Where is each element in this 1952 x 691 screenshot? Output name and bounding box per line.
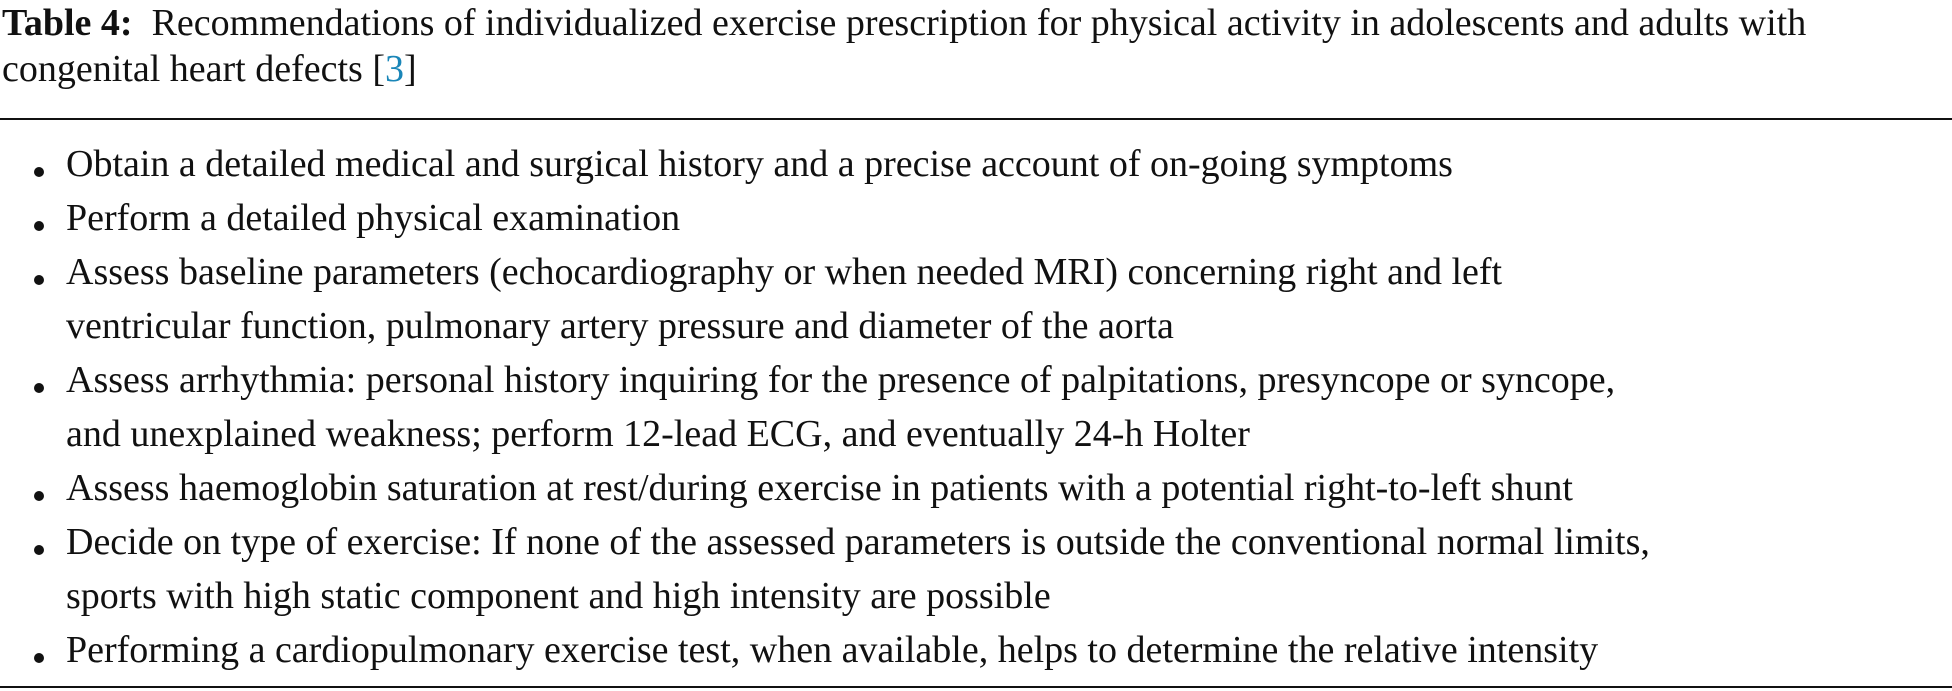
list-item-line: Decide on type of exercise: If none of the assessed parameters is outside the conventional normal limits, xyxy=(66,521,1650,563)
table-caption xyxy=(2,0,1948,92)
list-item-line: Obtain a detailed medical and surgical history and a precise account of on-going symptoms xyxy=(66,143,1453,185)
list-item-line: Assess baseline parameters (echocardiography or when needed MRI) concerning right and left xyxy=(66,251,1503,293)
bullet-icon xyxy=(34,383,44,393)
list-item-line: and unexplained weakness; perform 12-lead ECG, and eventually 24-h Holter xyxy=(66,413,1250,455)
table-bottom-rule xyxy=(0,686,1952,688)
list-item xyxy=(0,137,1952,191)
caption-label: Table 4: xyxy=(2,2,133,44)
list-item xyxy=(0,461,1952,515)
bullet-icon xyxy=(34,545,44,555)
list-item-line: Assess haemoglobin saturation at rest/during exercise in patients with a potential right-to-left shunt xyxy=(66,467,1573,509)
bullet-icon xyxy=(34,221,44,231)
list-item xyxy=(0,515,1952,623)
list-item xyxy=(0,623,1952,677)
list-item xyxy=(0,353,1952,461)
caption-text: Recommendations of individualized exercise prescription for physical activity in adolescents and adults with congenital heart defects [ xyxy=(2,2,1807,90)
bullet-icon xyxy=(34,167,44,177)
recommendation-list xyxy=(0,137,1952,677)
list-item-line: Assess arrhythmia: personal history inquiring for the presence of palpitations, presyncope or syncope, xyxy=(66,359,1616,401)
list-item-line: sports with high static component and high intensity are possible xyxy=(66,575,1051,617)
list-item-line: Perform a detailed physical examination xyxy=(66,197,681,239)
list-item xyxy=(0,245,1952,353)
bullet-icon xyxy=(34,275,44,285)
list-item xyxy=(0,191,1952,245)
table-top-rule xyxy=(0,118,1952,120)
bullet-icon xyxy=(34,653,44,663)
list-item-line: ventricular function, pulmonary artery pressure and diameter of the aorta xyxy=(66,305,1174,347)
bullet-icon xyxy=(34,491,44,501)
list-item-line: Performing a cardiopulmonary exercise test, when available, helps to determine the relative intensity xyxy=(66,629,1599,671)
caption-text-end: ] xyxy=(403,48,417,90)
reference-link[interactable]: 3 xyxy=(384,48,404,90)
